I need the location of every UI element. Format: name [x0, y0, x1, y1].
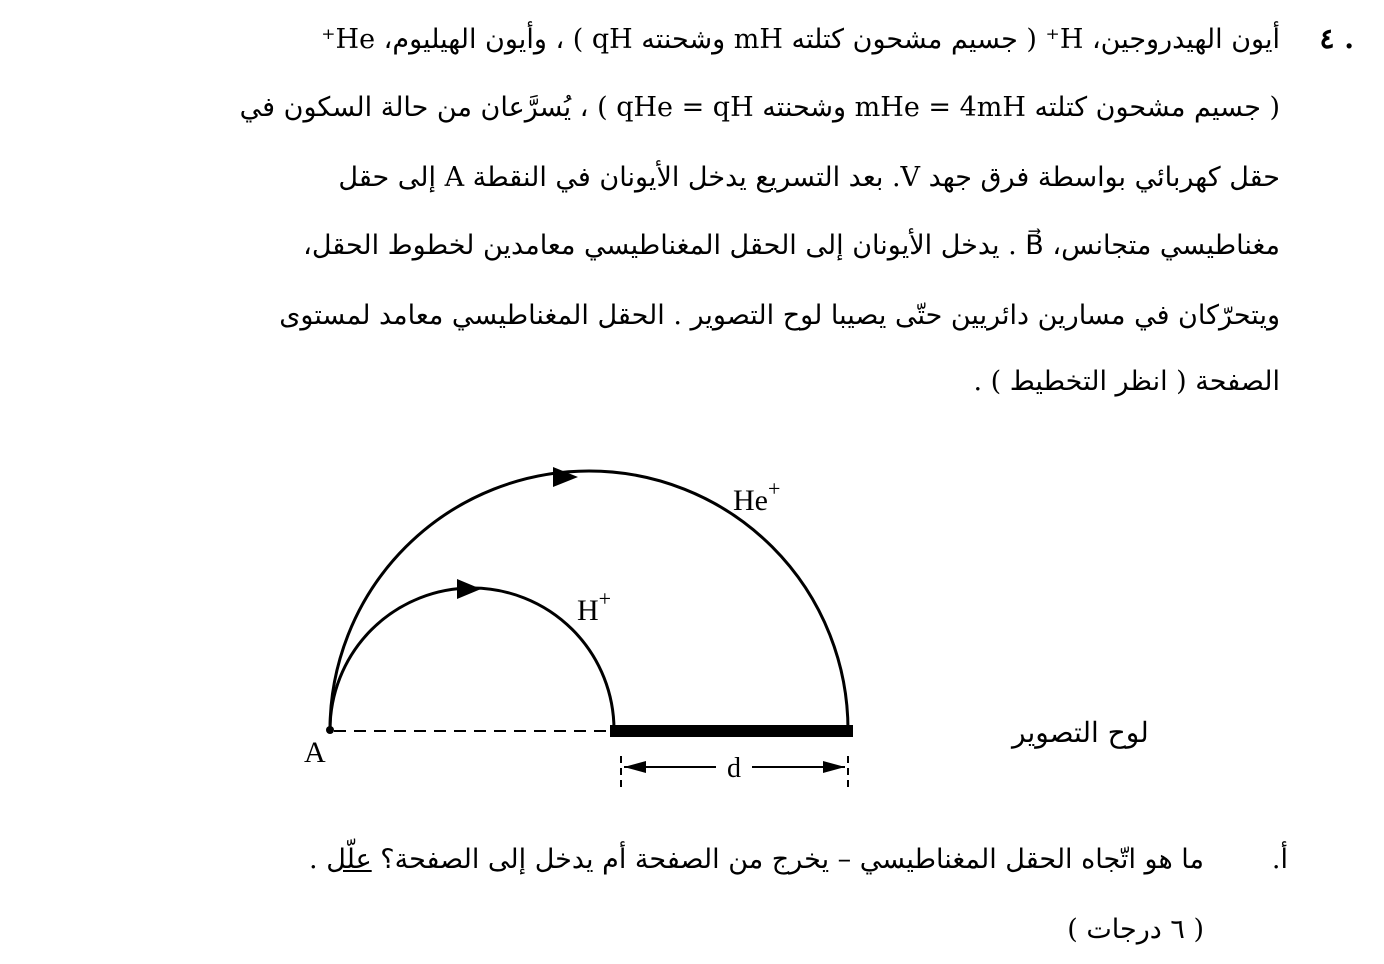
h-label: H+: [577, 586, 612, 627]
question-number: ٤ .: [1319, 22, 1354, 55]
sub-question-text: ما هو اتّجاه الحقل المغناطيسي – يخرج من الصفحة أم يدخل إلى الصفحة؟: [380, 844, 1204, 875]
ion-path-diagram: [0, 440, 1384, 820]
d-arrowhead-right-icon: [823, 761, 845, 773]
d-label: d: [727, 753, 741, 784]
question-text-line: ويتحرّكان في مسارين دائريين حتّى يصيبا لوح التصوير . الحقل المغناطيسي معامد لمستوى: [279, 300, 1280, 331]
he-label: He+: [733, 476, 781, 517]
question-text-line: ( جسيم مشحون كتلته mHe = 4mH وشحنته qHe = qH ) ، يُسرَّعان من حالة السكون في: [239, 92, 1280, 123]
question-text-line: الصفحة ( انظر التخطيط ) .: [973, 366, 1280, 397]
d-arrowhead-left-icon: [624, 761, 646, 773]
sub-question-letter: أ.: [1271, 844, 1288, 875]
sub-question-end: .: [309, 844, 327, 875]
sub-question-a: [184, 840, 1204, 880]
question-text-line: مغناطيسي متجانس، B⃗ . يدخل الأيونان إلى الحقل المغناطيسي معامدين لخطوط الحقل،: [303, 230, 1280, 261]
entry-point-a: [326, 726, 334, 734]
h-direction-arrow-icon: [457, 579, 481, 599]
photographic-plate: [610, 725, 853, 737]
plate-label: لوح التصوير: [1012, 716, 1149, 749]
h-ion-path: [330, 588, 614, 730]
reason-word: علّل: [326, 844, 372, 875]
question-text-line: حقل كهربائي بواسطة فرق جهد V. بعد التسريع يدخل الأيونان في النقطة A إلى حقل: [338, 162, 1280, 193]
marks-label: ( ٦ درجات ): [1067, 914, 1204, 945]
point-a-label: A: [304, 736, 326, 769]
question-text-line: أيون الهيدروجين، H⁺ ( جسيم مشحون كتلته mH وشحنته qH ) ، وأيون الهيليوم، He⁺: [321, 24, 1280, 55]
